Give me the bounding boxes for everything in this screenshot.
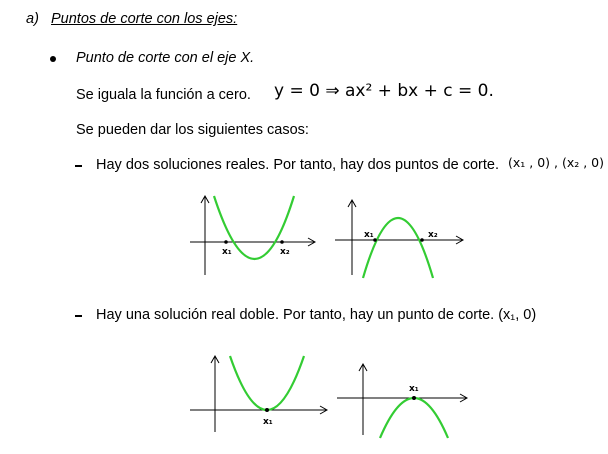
parabola-curve <box>363 218 433 278</box>
graph-double-root-up <box>185 350 335 435</box>
graph-two-roots-down <box>330 190 470 280</box>
root-label-x2: x₂ <box>280 247 290 257</box>
equate-formula <box>274 80 494 102</box>
bullet-title: Punto de corte con el eje X. <box>76 50 255 66</box>
root-point-x1 <box>412 396 416 400</box>
root-point-x2 <box>280 240 284 244</box>
formula-text: y = 0 ⇒ ax² + bx + c = 0. <box>274 81 494 101</box>
section-marker: a) <box>26 11 39 27</box>
root-label-x2: x₂ <box>428 230 438 240</box>
bullet-icon <box>50 56 56 62</box>
dash-marker <box>75 315 82 317</box>
root-point-x2 <box>420 238 424 242</box>
case-one-text: Hay una solución real doble. Por tanto, hay un punto de corte. (x₁, 0) <box>96 307 537 323</box>
root-point-x1 <box>224 240 228 244</box>
equate-text: Se iguala la función a cero. <box>76 87 251 103</box>
graph-two-roots-up <box>180 190 320 280</box>
root-label-x1: x₁ <box>409 384 419 394</box>
section-heading <box>26 10 237 28</box>
cases-intro: Se pueden dar los siguientes casos: <box>76 122 309 138</box>
graph-double-root-down <box>335 360 475 440</box>
dash-marker <box>75 165 82 167</box>
root-label-x1: x₁ <box>364 230 374 240</box>
parabola-curve <box>230 356 304 410</box>
root-label-x1: x₁ <box>222 247 232 257</box>
case-two-text: Hay dos soluciones reales. Por tanto, hay dos puntos de corte. <box>96 157 500 173</box>
root-label-x1: x₁ <box>263 417 273 427</box>
parabola-curve <box>380 398 448 438</box>
section-title: Puntos de corte con los ejes: <box>51 11 238 27</box>
case-two-points: (x₁ , 0) , (x₂ , 0) <box>508 155 604 170</box>
root-point-x1 <box>265 408 269 412</box>
